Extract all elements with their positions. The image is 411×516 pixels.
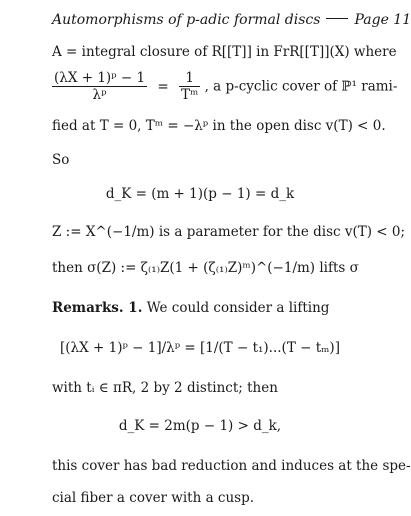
fraction-2-numerator: 1 xyxy=(179,70,200,87)
text-line-7: with tᵢ ∈ πR, 2 by 2 distinct; then xyxy=(52,380,278,396)
remarks-text: We could consider a lifting xyxy=(146,300,330,316)
fraction-1-denominator: λᵖ xyxy=(92,87,107,103)
fraction-1 xyxy=(52,70,147,103)
header-page-number: Page 11 xyxy=(354,12,411,28)
header-title: Automorphisms of p-adic formal discs xyxy=(52,12,321,28)
text-line-9: cial fiber a cover with a cusp. xyxy=(52,490,255,506)
text-line-5: Z := X^(−1/m) is a parameter for the disc v(T) < 0; xyxy=(52,224,406,240)
page-header xyxy=(52,12,411,28)
text-line-1: A = integral closure of R[[T]] in FrR[[T]](X) where xyxy=(52,44,397,60)
fraction-1-numerator: (λX + 1)ᵖ − 1 xyxy=(54,70,146,86)
fraction-2-denominator: Tᵐ xyxy=(180,87,199,103)
text-line-so: So xyxy=(52,152,70,168)
equation-3: d_K = 2m(p − 1) > d_k, xyxy=(118,418,282,434)
equation-1: d_K = (m + 1)(p − 1) = d_k xyxy=(105,186,295,202)
text-line-8: this cover has bad reduction and induces at the spe- xyxy=(52,458,411,474)
fraction-line-tail: , a p-cyclic cover of ℙ¹ rami- xyxy=(204,78,398,95)
equation-2: [(λX + 1)ᵖ − 1]/λᵖ = [1/(T − t₁)...(T − tₘ)] xyxy=(60,340,340,356)
header-separator xyxy=(326,18,348,19)
equals-sign: = xyxy=(157,78,169,95)
text-line-3: fied at T = 0, Tᵐ = −λᵖ in the open disc v(T) < 0. xyxy=(52,118,386,134)
fraction-2 xyxy=(179,70,200,103)
remarks-line xyxy=(52,300,329,316)
fraction-line xyxy=(52,70,397,103)
text-line-6: then σ(Z) := ζ₍₁₎Z(1 + (ζ₍₁₎Z)ᵐ)^(−1/m) lifts σ xyxy=(52,260,359,276)
remarks-label: Remarks. 1. xyxy=(52,300,143,316)
